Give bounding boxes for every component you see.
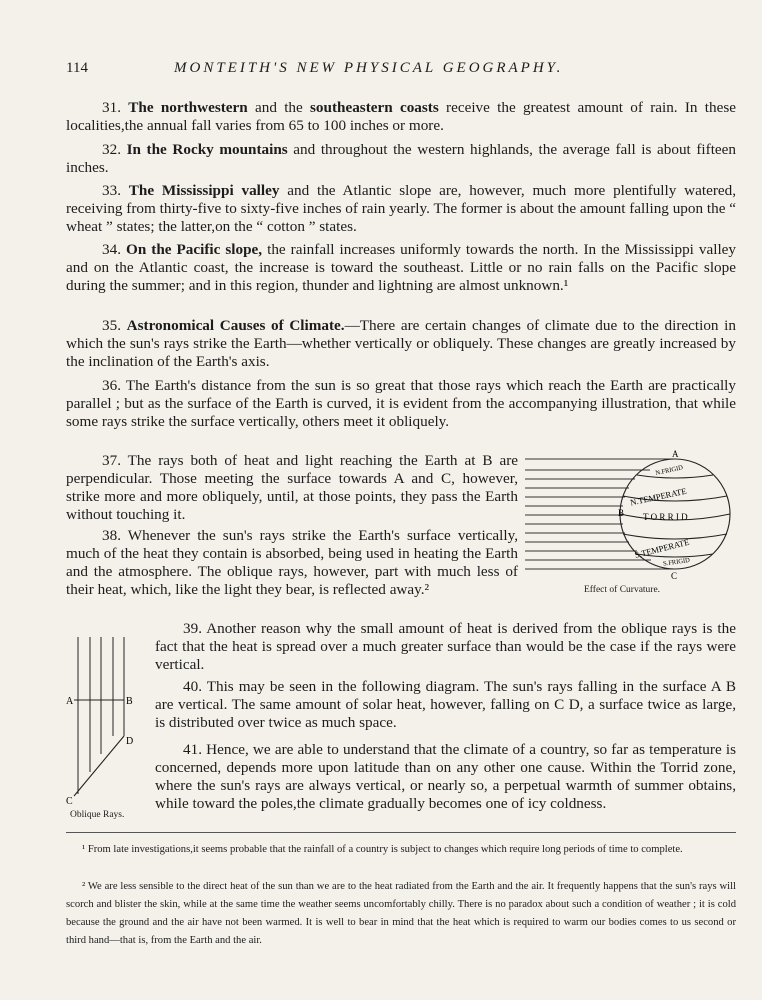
page-number: 114 [66,60,88,76]
paragraph-title: In the Rocky mountains [126,141,288,158]
paragraph-title: The northwestern [128,99,248,116]
label-a: A [66,696,74,707]
curvature-figure [525,448,740,588]
paragraph-40 [155,678,736,732]
paragraph-35 [66,317,736,371]
paragraph-text: —There are certain changes of climate due to the direction in which the sun's rays strike the Earth—whether vertically or obliquely. These changes are greatly increased by the inclination of the Earth's axis. [66,317,736,370]
paragraph-38 [66,527,518,599]
paragraph-number: 41. [183,741,202,758]
paragraph-text: receive the greatest amount of rain. In these localities,the annual fall varies from 65 to 100 inches or more. [66,99,736,134]
paragraph-36 [66,377,736,431]
paragraph-text: This may be seen in the following diagram. The sun's rays falling in the surface A B are vertical. The same amount of solar heat, however, falling on C D, a surface twice as large, is distributed over twice as much space. [155,678,736,731]
n-temperate-label: N.TEMPERATE [629,485,688,508]
footnote-1: ¹ From late investigations,it seems probable that the rainfall of a country is subject to changes which require long periods of time to complete. [82,844,683,855]
paragraph-number: 39. [183,620,202,637]
paragraph-text: the rainfall increases uniformly towards the north. In the Mississippi valley and on the Atlantic coast, the increase is toward the southeast. Little or no rain falls on the Pacific slope during the summer; and in this region, thunder and lightning are almost unknown.¹ [66,241,737,294]
paragraph-number: 40. [183,678,202,695]
vertical-rays [78,637,124,794]
paragraph-text: The rays both of heat and light reaching the Earth at B are perpendicular. Those meeting the surface towards A and C, however, strike more and more obliquely, until, at those points, they pass the Earth without touching it. [66,452,518,523]
paragraph-title: The Mississippi valley [128,182,280,199]
paragraph-text: Another reason why the small amount of heat is derived from the oblique rays is the fact that the heat is spread over a much greater surface than would be the case if the rays were vertical. [155,620,736,673]
paragraph-text: and the [247,99,311,116]
label-b: B [618,508,625,518]
paragraph-text: and throughout the western highlands, the average fall is about fifteen inches. [66,141,737,176]
paragraph-31 [66,99,736,135]
paragraph-text: Whenever the sun's rays strike the Earth's surface vertically, much of the heat they contain is absorbed, being used in heating the Earth and the atmosphere. The oblique rays, however, part with much less of their heat, which, like the light they bear, is reflected away.² [66,527,518,598]
page-header [66,60,736,82]
curvature-caption: Effect of Curvature. [584,585,661,595]
oblique-rays-figure [66,632,146,807]
paragraph-number: 38. [102,527,121,544]
paragraph-41 [155,741,736,813]
footnote-rule [66,832,736,833]
paragraph-34 [66,241,736,295]
paragraph-number: 31. [102,99,121,116]
label-a: A [672,449,679,459]
paragraph-text: Hence, we are able to understand that the climate of a country, so far as temperature is concerned, depends more upon latitude than on any other one cause. Within the Torrid zone, where the sun's rays are always vertical, or nearly so, a perpetual warmth of summer obtains, while toward the poles,the climate gradually becomes one of icy coldness. [155,741,736,812]
paragraph-33 [66,182,736,236]
s-temperate-label: S.TEMPERATE [633,536,691,560]
surface-cd [74,736,124,796]
paragraph-number: 36. [102,377,121,394]
running-title: MONTEITH'S NEW PHYSICAL GEOGRAPHY. [174,60,564,76]
paragraph-number: 34. [102,241,121,258]
paragraph-title: southeastern coasts [310,99,439,116]
label-c: C [66,796,73,807]
paragraph-text: and the Atlantic slope are, however, much more plentifully watered, receiving from thirty-five to sixty-five inches of rain yearly. The former is about the amount falling upon the “ wheat ” states; the latter,on the “ cotton ” states. [66,182,737,235]
torrid-label: T O R R I D [643,512,688,522]
footnote-2: ² We are less sensible to the direct heat of the sun than we are to the heat radiated from the Earth and the air. It frequently happens that the sun's rays will scorch and blister the skin, while at the same time the weather seems uncomfortably chilly. There is no paradox about such a condition of weather ; it is cold because the ground and the air have not been warmed. It is well to bear in mind that the heat which is required to warm our bodies comes to us second or third hand—that is, from the Earth and the air. [66,881,736,946]
paragraph-number: 32. [102,141,121,158]
paragraph-number: 35. [102,317,121,334]
oblique-rays-caption: Oblique Rays. [70,810,125,820]
paragraph-39 [155,620,736,674]
n-frigid-label: N.FRIGID [654,464,684,477]
s-frigid-label: S.FRIGID [662,556,691,568]
paragraph-number: 33. [102,182,121,199]
paragraph-title: On the Pacific slope, [126,241,263,258]
paragraph-37 [66,452,518,524]
label-d: D [126,736,134,747]
paragraph-title: Astronomical Causes of Climate. [126,317,345,334]
paragraph-text: The Earth's distance from the sun is so great that those rays which reach the Earth are practically parallel ; but as the surface of the Earth is curved, it is evident from the accompanying illustration, that while some rays strike the surface vertically, others meet it obliquely. [66,377,736,430]
paragraph-number: 37. [102,452,121,469]
label-c: C [671,571,678,581]
label-b: B [126,696,133,707]
paragraph-32 [66,141,736,177]
